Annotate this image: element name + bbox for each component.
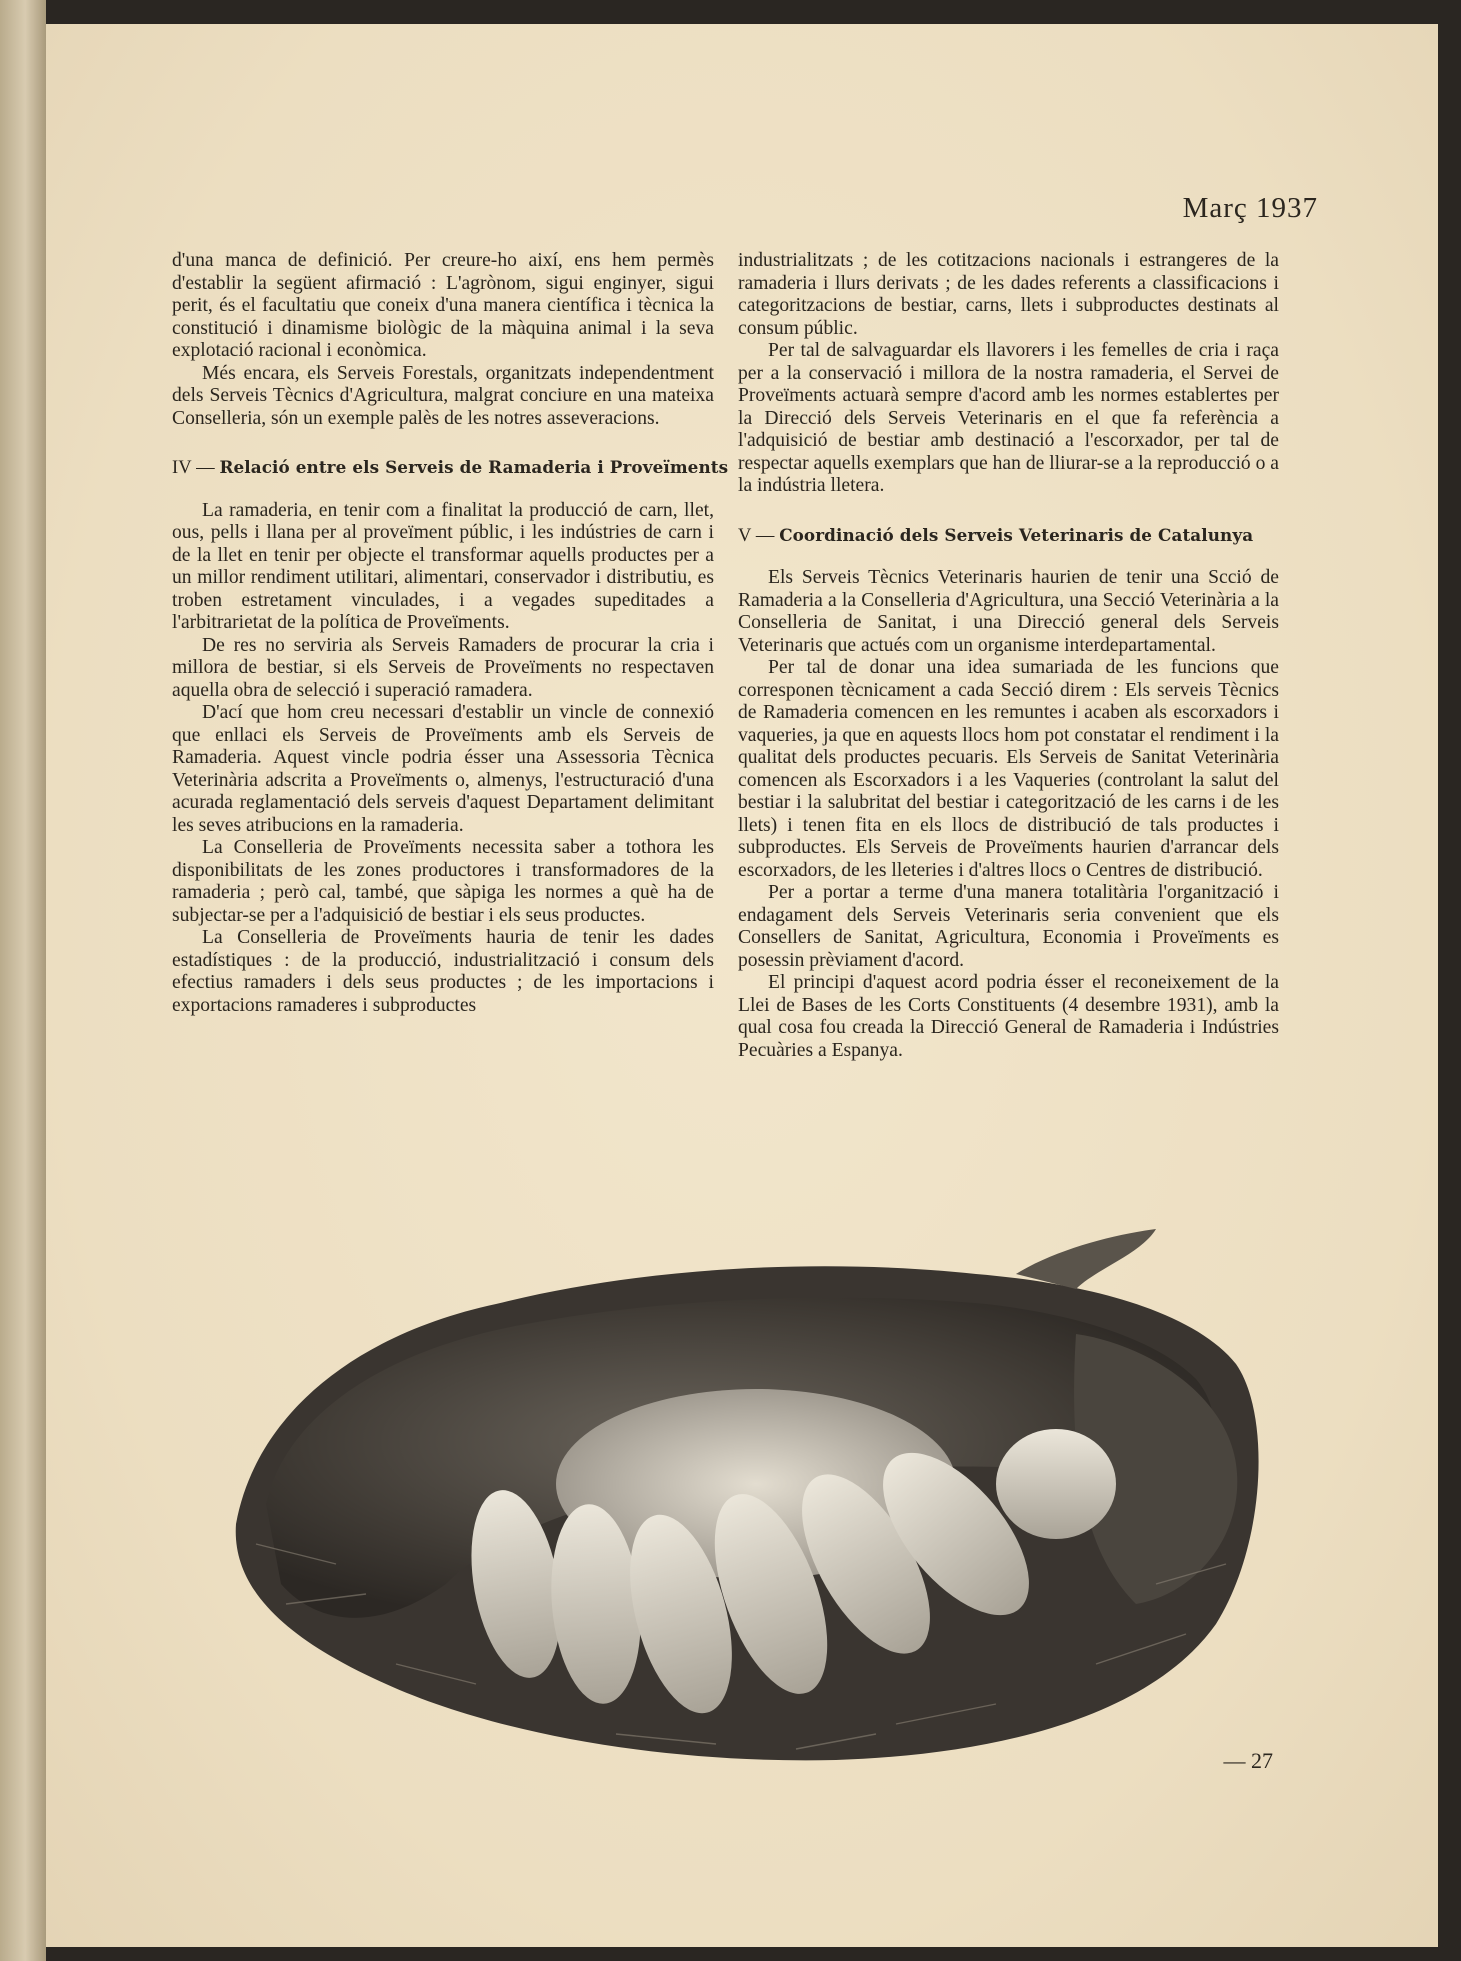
book-spine [0, 0, 46, 1961]
magazine-page [46, 24, 1438, 1947]
paragraph: La ramaderia, en tenir com a finalitat la producció de carn, llet, ous, pells i llana per al proveïment públic, i les indústries de carn i de la llet en tenir per objecte el transformar aquells productes per a un millor rendiment utilitari, alimentari, conservador i distributiu, es troben estretament vinculades, i a vegades supeditades a l'arbitrarietat de la política de Proveïments. [172, 499, 714, 633]
paragraph: Per a portar a terme d'una manera totalitària l'organització i endagament dels Serveis Veterinaris seria convenient que els Consellers de Sanitat, Agricultura, Economia i Proveïments es posessin prèviament d'acord. [738, 882, 1279, 971]
paragraph: Per tal de donar una idea sumariada de les funcions que corresponen tècnicament a cada Secció direm : Els serveis Tècnics de Ramaderia comencen en les remuntes i acaben als escorxadors i vaqueries, ja que en aquests llocs hom pot constatar el rendiment i la qualitat dels productes pecuaris. Els Serveis de Sanitat Veterinària comencen als Escorxadors i a les Vaqueries (controlant la salut del bestiar i la salubritat del bestiar i categorització de les carns i de les llets) i tenen fita en els llocs de distribució de tals productes i subproductes. Els Serveis de Proveïments haurien d'arrancar dels escorxadors, de les lleteries i d'altres llocs o Centres de distribució. [738, 657, 1279, 881]
section-title: Relació entre els Serveis de Ramaderia i Proveïments [219, 457, 729, 477]
section-heading-iv [172, 456, 729, 480]
section-number: IV — [172, 458, 215, 478]
paragraph: Els Serveis Tècnics Veterinaris haurien de tenir una Scció de Ramaderia a la Conselleria d'Agricultura, una Secció Veterinària a la Conselleria de Sanitat, i una Direcció general dels Serveis Veterinaris que actués com un organisme interdepartamental. [738, 567, 1279, 656]
right-column [738, 250, 1279, 1062]
page-number: — 27 [1223, 1748, 1273, 1773]
paragraph: d'una manca de definició. Per creure-ho així, ens hem permès d'establir la següent afirmació : L'agrònom, sigui enginyer, sigui perit, és el facultatiu que coneix d'una manera científica i tècnica la constitució i dinamisme biològic de la màquina animal i la seva explotació racional i econòmica. [172, 250, 714, 361]
paragraph: Per tal de salvaguardar els llavorers i les femelles de cria i raça per a la conservació i millora de la nostra ramaderia, el Servei de Proveïments actuarà sempre d'acord amb les normes establertes per la Direcció dels Serveis Veterinaris en el que fa referència a l'adquisició de bestiar amb destinació a l'escorxador, per tal de respectar aquells exemplars que han de lliurar-se a la reproducció o a la indústria lletera. [738, 340, 1279, 496]
paragraph: El principi d'aquest acord podria ésser el reconeixement de la Llei de Bases de les Corts Constituents (4 desembre 1931), amb la qual cosa fou creada la Direcció General de Ramaderia i Indústries Pecuàries a Espanya. [738, 972, 1279, 1061]
issue-date: Març 1937 [1182, 192, 1318, 224]
paragraph: D'ací que hom creu necessari d'establir un vincle de connexió que enllaci els Serveis de Proveïments amb els Serveis de Ramaderia. Aquest vincle podria ésser una Assessoria Tècnica Veterinària adscrita a Proveïments o, almenys, l'estructuració d'una acurada reglamentació dels serveis d'aquest Departament delimitant les seves atribucions en la ramaderia. [172, 702, 714, 836]
paragraph: De res no serviria als Serveis Ramaders de procurar la cria i millora de bestiar, si els Serveis de Proveïments no respectaven aquella obra de selecció i superació ramadera. [172, 634, 714, 701]
paragraph: industrialitzats ; de les cotitzacions nacionals i estrangeres de la ramaderia i llurs derivats ; de les dades referents a classificacions i categoritzacions de bestiar, carns, llets i subproductes destinats al consum públic. [738, 250, 1279, 339]
paragraph: La Conselleria de Proveïments hauria de tenir les dades estadístiques : de la producció, industrialització i consum dels efectius ramaders i dels seus productes ; de les importacions i exportacions ramaderes i subproductes [172, 927, 714, 1016]
paragraph: La Conselleria de Proveïments necessita saber a tothora les disponibilitats de les zones productores i transformadores de la ramaderia ; però cal, també, que sàpiga les normes a què ha de subjectar-se per a l'adquisició de bestiar i els seus productes. [172, 837, 714, 926]
sow-with-piglets-photo [196, 1164, 1296, 1764]
left-column [172, 250, 729, 1017]
section-heading-v [738, 524, 1279, 548]
section-title: Coordinació dels Serveis Veterinaris de Catalunya [779, 524, 1254, 545]
section-number: V — [738, 525, 775, 546]
paragraph: Més encara, els Serveis Forestals, organitzats independentment dels Serveis Tècnics d'Agricultura, malgrat conciure en una mateixa Conselleria, són un exemple palès de les notres asseveracions. [172, 362, 714, 429]
